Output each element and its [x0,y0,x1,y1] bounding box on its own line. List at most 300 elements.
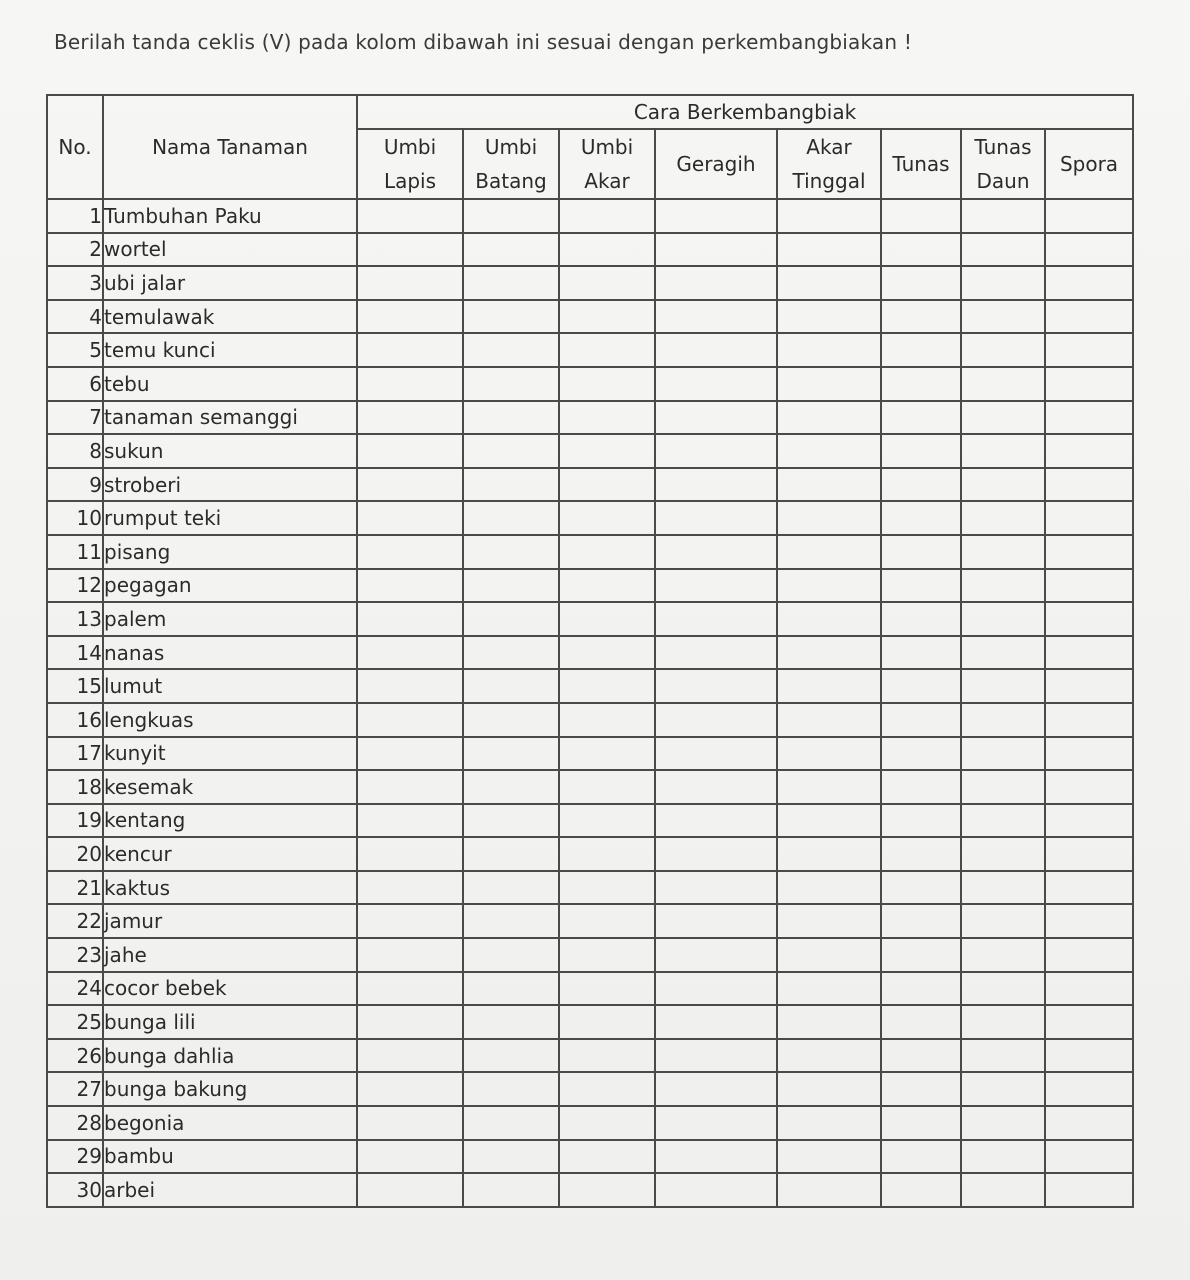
checkbox-cell[interactable] [881,602,961,636]
checkbox-cell[interactable] [357,1140,463,1174]
checkbox-cell[interactable] [655,1005,777,1039]
table-row [47,1106,1133,1140]
row-number: 17 [47,737,103,771]
checkbox-cell[interactable] [655,233,777,267]
checkbox-cell[interactable] [463,904,559,938]
checkbox-cell[interactable] [559,401,655,435]
checkbox-cell[interactable] [463,434,559,468]
checkbox-cell[interactable] [655,1106,777,1140]
checkbox-cell[interactable] [463,401,559,435]
checkbox-cell[interactable] [655,770,777,804]
checkbox-cell[interactable] [463,569,559,603]
plant-name: pisang [103,535,357,569]
checkbox-cell[interactable] [559,367,655,401]
checkbox-cell[interactable] [357,1039,463,1073]
checkbox-cell[interactable] [357,569,463,603]
checkbox-cell[interactable] [1045,602,1133,636]
checkbox-cell[interactable] [357,233,463,267]
checkbox-cell[interactable] [1045,468,1133,502]
checkbox-cell[interactable] [961,333,1045,367]
checkbox-cell[interactable] [1045,1106,1133,1140]
checkbox-cell[interactable] [463,266,559,300]
method-label-line2: Lapis [383,169,437,193]
checkbox-cell[interactable] [777,703,881,737]
table-row [47,837,1133,871]
checkbox-cell[interactable] [463,972,559,1006]
checkbox-cell[interactable] [881,501,961,535]
checkbox-cell[interactable] [559,871,655,905]
checkbox-cell[interactable] [881,636,961,670]
checkbox-cell[interactable] [1045,535,1133,569]
checkbox-cell[interactable] [961,1039,1045,1073]
table-row [47,737,1133,771]
checkbox-cell[interactable] [777,871,881,905]
checkbox-cell[interactable] [961,401,1045,435]
checkbox-cell[interactable] [463,1140,559,1174]
checkbox-cell[interactable] [357,871,463,905]
row-number: 16 [47,703,103,737]
checkbox-cell[interactable] [655,300,777,334]
plant-name: temu kunci [103,333,357,367]
checkbox-cell[interactable] [961,1005,1045,1039]
checkbox-cell[interactable] [463,669,559,703]
row-number: 3 [47,266,103,300]
checkbox-cell[interactable] [777,804,881,838]
table-row [47,871,1133,905]
plant-name: nanas [103,636,357,670]
checkbox-cell[interactable] [1045,1140,1133,1174]
checkbox-cell[interactable] [463,468,559,502]
checkbox-cell[interactable] [463,1072,559,1106]
checkbox-cell[interactable] [1045,770,1133,804]
checkbox-cell[interactable] [463,770,559,804]
checkbox-cell[interactable] [559,703,655,737]
checkbox-cell[interactable] [1045,938,1133,972]
method-label-line1: Tunas [892,152,950,176]
checkbox-cell[interactable] [463,1005,559,1039]
checkbox-cell[interactable] [357,401,463,435]
checkbox-cell[interactable] [655,972,777,1006]
checkbox-cell[interactable] [881,266,961,300]
checkbox-cell[interactable] [559,938,655,972]
checkbox-cell[interactable] [463,871,559,905]
checkbox-cell[interactable] [1045,804,1133,838]
table-row [47,972,1133,1006]
plant-name: arbei [103,1173,357,1207]
row-number: 23 [47,938,103,972]
checkbox-cell[interactable] [881,904,961,938]
plant-name: temulawak [103,300,357,334]
row-number: 27 [47,1072,103,1106]
checkbox-cell[interactable] [559,233,655,267]
checkbox-cell[interactable] [357,300,463,334]
checkbox-cell[interactable] [559,569,655,603]
checkbox-cell[interactable] [881,1173,961,1207]
checkbox-cell[interactable] [559,468,655,502]
checkbox-cell[interactable] [559,837,655,871]
checkbox-cell[interactable] [463,300,559,334]
checkbox-cell[interactable] [777,501,881,535]
checkbox-cell[interactable] [357,669,463,703]
checkbox-cell[interactable] [881,1140,961,1174]
plant-name: kencur [103,837,357,871]
checkbox-cell[interactable] [559,1173,655,1207]
checkbox-cell[interactable] [777,569,881,603]
checkbox-cell[interactable] [463,233,559,267]
checkbox-cell[interactable] [777,1039,881,1073]
checkbox-cell[interactable] [559,1072,655,1106]
row-number: 26 [47,1039,103,1073]
header-no: No. [47,95,103,199]
checkbox-cell[interactable] [1045,300,1133,334]
checkbox-cell[interactable] [961,703,1045,737]
checkbox-cell[interactable] [961,468,1045,502]
checkbox-cell[interactable] [881,569,961,603]
checkbox-cell[interactable] [655,333,777,367]
checkbox-cell[interactable] [881,434,961,468]
checkbox-cell[interactable] [881,737,961,771]
checkbox-cell[interactable] [1045,401,1133,435]
checkbox-cell[interactable] [777,737,881,771]
table-row [47,401,1133,435]
checkbox-cell[interactable] [655,669,777,703]
checkbox-cell[interactable] [1045,233,1133,267]
row-number: 2 [47,233,103,267]
header-method-2 [559,129,655,199]
checkbox-cell[interactable] [655,266,777,300]
checkbox-cell[interactable] [463,535,559,569]
table-row [47,501,1133,535]
checkbox-cell[interactable] [463,367,559,401]
checkbox-cell[interactable] [655,938,777,972]
checkbox-cell[interactable] [463,1173,559,1207]
table-row [47,1039,1133,1073]
checkbox-cell[interactable] [655,804,777,838]
plant-name: kentang [103,804,357,838]
checkbox-cell[interactable] [777,1072,881,1106]
checkbox-cell[interactable] [881,837,961,871]
checkbox-cell[interactable] [559,1106,655,1140]
checkbox-cell[interactable] [463,837,559,871]
checkbox-cell[interactable] [777,199,881,233]
checkbox-cell[interactable] [655,434,777,468]
plant-name: sukun [103,434,357,468]
checkbox-cell[interactable] [655,367,777,401]
checkbox-cell[interactable] [357,938,463,972]
checkbox-cell[interactable] [559,770,655,804]
table-row [47,1072,1133,1106]
checkbox-cell[interactable] [1045,737,1133,771]
checkbox-cell[interactable] [463,703,559,737]
plant-name: Tumbuhan Paku [103,199,357,233]
plant-name: bambu [103,1140,357,1174]
checkbox-cell[interactable] [559,199,655,233]
table-row [47,669,1133,703]
instruction-text: Berilah tanda ceklis (V) pada kolom dibawah ini sesuai dengan perkembangbiakan ! [54,30,913,54]
checkbox-cell[interactable] [1045,569,1133,603]
checkbox-cell[interactable] [961,1072,1045,1106]
checkbox-cell[interactable] [961,535,1045,569]
checkbox-cell[interactable] [357,1072,463,1106]
row-number: 15 [47,669,103,703]
checkbox-cell[interactable] [961,199,1045,233]
checkbox-cell[interactable] [655,1140,777,1174]
checkbox-cell[interactable] [961,636,1045,670]
checkbox-cell[interactable] [357,770,463,804]
checkbox-cell[interactable] [777,367,881,401]
checkbox-cell[interactable] [961,1140,1045,1174]
checkbox-cell[interactable] [777,636,881,670]
table-row [47,636,1133,670]
table-row [47,804,1133,838]
method-label-line2: Batang [475,169,547,193]
checkbox-cell[interactable] [881,1072,961,1106]
table-row [47,1140,1133,1174]
checkbox-cell[interactable] [1045,972,1133,1006]
checkbox-cell[interactable] [655,401,777,435]
checkbox-cell[interactable] [1045,904,1133,938]
header-method-1 [463,129,559,199]
checkbox-cell[interactable] [1045,1005,1133,1039]
checkbox-cell[interactable] [655,602,777,636]
checkbox-cell[interactable] [357,1173,463,1207]
table-row [47,199,1133,233]
checkbox-cell[interactable] [357,266,463,300]
row-number: 13 [47,602,103,636]
row-number: 14 [47,636,103,670]
checkbox-cell[interactable] [961,367,1045,401]
checkbox-cell[interactable] [655,468,777,502]
checkbox-cell[interactable] [559,266,655,300]
checkbox-cell[interactable] [655,1173,777,1207]
checkbox-cell[interactable] [559,602,655,636]
checkbox-cell[interactable] [655,837,777,871]
method-label-line1: Spora [1059,152,1119,176]
checkbox-cell[interactable] [1045,333,1133,367]
checkbox-cell[interactable] [961,770,1045,804]
checkbox-cell[interactable] [881,1039,961,1073]
header-group-method: Cara Berkembangbiak [357,95,1133,129]
checkbox-cell[interactable] [655,535,777,569]
header-method-3 [655,129,777,199]
checkbox-cell[interactable] [559,1005,655,1039]
checkbox-cell[interactable] [357,333,463,367]
checkbox-cell[interactable] [1045,636,1133,670]
checkbox-cell[interactable] [559,972,655,1006]
checkbox-cell[interactable] [961,266,1045,300]
checkbox-cell[interactable] [1045,1072,1133,1106]
checkbox-cell[interactable] [463,333,559,367]
checkbox-cell[interactable] [881,468,961,502]
checkbox-cell[interactable] [961,1106,1045,1140]
checkbox-cell[interactable] [357,737,463,771]
checkbox-cell[interactable] [777,1140,881,1174]
checkbox-cell[interactable] [881,333,961,367]
checkbox-cell[interactable] [463,1106,559,1140]
checkbox-cell[interactable] [357,468,463,502]
checkbox-cell[interactable] [777,837,881,871]
checkbox-cell[interactable] [961,669,1045,703]
checkbox-cell[interactable] [961,569,1045,603]
row-number: 6 [47,367,103,401]
table-row [47,904,1133,938]
checkbox-cell[interactable] [881,401,961,435]
checkbox-cell[interactable] [463,636,559,670]
checkbox-cell[interactable] [777,468,881,502]
checkbox-cell[interactable] [357,1106,463,1140]
checkbox-cell[interactable] [559,636,655,670]
checkbox-cell[interactable] [777,233,881,267]
table-row [47,703,1133,737]
checkbox-cell[interactable] [559,434,655,468]
checkbox-cell[interactable] [357,837,463,871]
checkbox-cell[interactable] [463,501,559,535]
checkbox-cell[interactable] [463,938,559,972]
checkbox-cell[interactable] [357,535,463,569]
checkbox-cell[interactable] [357,434,463,468]
checkbox-cell[interactable] [559,1039,655,1073]
row-number: 20 [47,837,103,871]
table-row [47,569,1133,603]
checkbox-cell[interactable] [881,938,961,972]
checkbox-cell[interactable] [881,300,961,334]
checkbox-cell[interactable] [655,569,777,603]
row-number: 18 [47,770,103,804]
checkbox-cell[interactable] [463,737,559,771]
checkbox-cell[interactable] [881,703,961,737]
checkbox-cell[interactable] [463,602,559,636]
checkbox-cell[interactable] [961,501,1045,535]
checkbox-cell[interactable] [1045,1173,1133,1207]
checkbox-cell[interactable] [1045,266,1133,300]
checkbox-cell[interactable] [777,300,881,334]
checkbox-cell[interactable] [357,703,463,737]
checkbox-cell[interactable] [777,602,881,636]
checkbox-cell[interactable] [777,1173,881,1207]
checkbox-cell[interactable] [777,1005,881,1039]
checkbox-cell[interactable] [1045,1039,1133,1073]
checkbox-cell[interactable] [655,1039,777,1073]
checkbox-cell[interactable] [357,904,463,938]
checkbox-cell[interactable] [881,871,961,905]
checkbox-cell[interactable] [881,199,961,233]
checkbox-cell[interactable] [961,602,1045,636]
checkbox-cell[interactable] [1045,669,1133,703]
checkbox-cell[interactable] [777,401,881,435]
checkbox-cell[interactable] [357,972,463,1006]
checkbox-cell[interactable] [655,904,777,938]
checkbox-cell[interactable] [881,535,961,569]
checkbox-cell[interactable] [357,1005,463,1039]
checkbox-cell[interactable] [559,804,655,838]
checkbox-cell[interactable] [777,669,881,703]
checkbox-cell[interactable] [1045,367,1133,401]
checkbox-cell[interactable] [559,737,655,771]
checkbox-cell[interactable] [1045,837,1133,871]
checkbox-cell[interactable] [881,770,961,804]
checkbox-cell[interactable] [463,1039,559,1073]
checkbox-cell[interactable] [777,938,881,972]
checkbox-cell[interactable] [881,669,961,703]
checkbox-cell[interactable] [655,703,777,737]
checkbox-cell[interactable] [777,266,881,300]
checkbox-cell[interactable] [559,1140,655,1174]
checkbox-cell[interactable] [655,871,777,905]
checkbox-cell[interactable] [961,737,1045,771]
method-label-line1: Geragih [676,152,756,176]
checkbox-cell[interactable] [881,233,961,267]
checkbox-cell[interactable] [559,501,655,535]
checkbox-cell[interactable] [961,938,1045,972]
row-number: 30 [47,1173,103,1207]
table-row [47,266,1133,300]
checkbox-cell[interactable] [777,1106,881,1140]
checkbox-cell[interactable] [559,904,655,938]
checkbox-cell[interactable] [961,233,1045,267]
checkbox-cell[interactable] [655,737,777,771]
checkbox-cell[interactable] [655,199,777,233]
checkbox-cell[interactable] [777,434,881,468]
checkbox-cell[interactable] [1045,434,1133,468]
checkbox-cell[interactable] [1045,871,1133,905]
checkbox-cell[interactable] [559,333,655,367]
checkbox-cell[interactable] [559,535,655,569]
checkbox-cell[interactable] [881,972,961,1006]
row-number: 28 [47,1106,103,1140]
method-label-line1: Umbi [484,135,538,159]
checkbox-cell[interactable] [559,300,655,334]
checkbox-cell[interactable] [559,669,655,703]
checkbox-cell[interactable] [881,1106,961,1140]
checkbox-cell[interactable] [961,871,1045,905]
checkbox-cell[interactable] [357,199,463,233]
row-number: 9 [47,468,103,502]
checkbox-cell[interactable] [463,199,559,233]
checkbox-cell[interactable] [961,972,1045,1006]
checkbox-cell[interactable] [357,501,463,535]
checkbox-cell[interactable] [777,535,881,569]
checkbox-cell[interactable] [655,501,777,535]
checkbox-cell[interactable] [961,434,1045,468]
checkbox-cell[interactable] [777,904,881,938]
checkbox-cell[interactable] [1045,703,1133,737]
checkbox-cell[interactable] [357,804,463,838]
checkbox-cell[interactable] [777,333,881,367]
checkbox-cell[interactable] [1045,501,1133,535]
checkbox-cell[interactable] [357,602,463,636]
table-row [47,367,1133,401]
checkbox-cell[interactable] [463,804,559,838]
plant-name: jamur [103,904,357,938]
checkbox-cell[interactable] [357,636,463,670]
checkbox-cell[interactable] [961,904,1045,938]
checkbox-cell[interactable] [777,770,881,804]
checkbox-cell[interactable] [961,804,1045,838]
table-row [47,602,1133,636]
checkbox-cell[interactable] [961,1173,1045,1207]
header-plant-name: Nama Tanaman [103,95,357,199]
checkbox-cell[interactable] [961,300,1045,334]
checkbox-cell[interactable] [881,1005,961,1039]
checkbox-cell[interactable] [1045,199,1133,233]
checkbox-cell[interactable] [881,367,961,401]
checkbox-cell[interactable] [777,972,881,1006]
checkbox-cell[interactable] [881,804,961,838]
checkbox-cell[interactable] [961,837,1045,871]
checkbox-cell[interactable] [655,636,777,670]
checkbox-cell[interactable] [357,367,463,401]
checkbox-cell[interactable] [655,1072,777,1106]
